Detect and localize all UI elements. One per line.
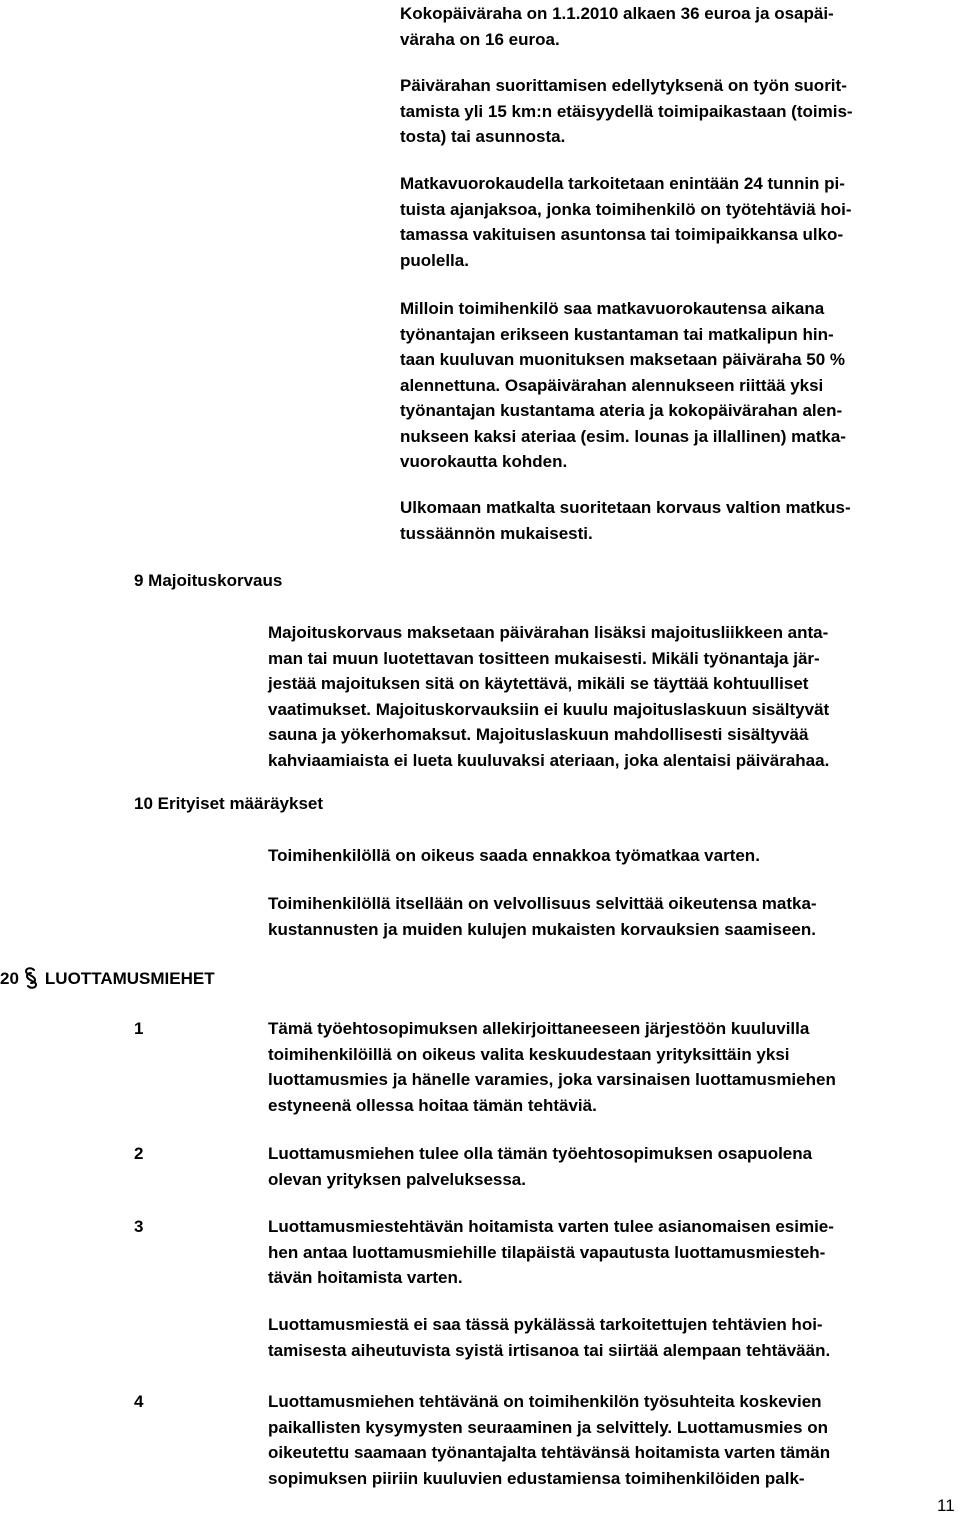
paragraph-foreign-travel: Ulkomaan matkalta suoritetaan korvaus valtion matkus- tussäännön mukaisesti. <box>400 498 851 543</box>
chapter-number: 20 <box>0 969 19 988</box>
chapter-heading-shop-stewards <box>0 966 215 991</box>
paragraph-accommodation: Majoituskorvaus maksetaan päivärahan lisäksi majoitusliikkeen anta- man tai muun luotettavan tositteen mukaisesti. Mikäli työnantaja jär- jestää majoituksen sitä on käytettävä, mikäli se täyttää kohtuulliset vaatimukset. Majoituskorvauksiin ei kuulu majoituslaskuun sisältyvät sauna ja yökerhomaksut. Majoituslaskuun mahdollisesti sisältyvää kahviaamiaista ei lueta kuuluvaksi ateriaan, joka alentaisi päivärahaa. <box>268 623 830 770</box>
paragraph-travel-day-definition: Matkavuorokaudella tarkoitetaan enintään 24 tunnin pi- tuista ajanjaksoa, jonka toimihenkilö on työtehtäviä hoi- tamassa vakituisen asuntonsa tai toimipaikkansa ulko- puolella. <box>400 174 852 270</box>
paragraph-item-4: Luottamusmiehen tehtävänä on toimihenkilön työsuhteita koskevien paikallisten kysymysten seuraaminen ja selvittely. Luottamusmies on oikeutettu saamaan työnantajalta tehtävänsä hoitamista varten tämän sopimuksen piiriin kuuluvien edustamiensa toimihenkilöiden palk- <box>268 1392 831 1488</box>
paragraph-advance: Toimihenkilöllä on oikeus saada ennakkoa työmatkaa varten. <box>268 846 760 865</box>
item-number: 4 <box>134 1392 144 1411</box>
item-number: 3 <box>134 1217 144 1236</box>
section-sign-icon <box>23 966 39 990</box>
section-heading-accommodation: 9 Majoituskorvaus <box>134 571 283 590</box>
chapter-title: LUOTTAMUSMIEHET <box>44 969 215 988</box>
paragraph-meal-reduction: Milloin toimihenkilö saa matkavuorokautensa aikana työnantajan erikseen kustantaman tai matkalipun hin- taan kuuluvan muonituksen maksetaan päiväraha 50 % alennettuna. Osapäivärahan alennukseen riittää yksi työnantajan kustantama ateria ja kokopäivärahan alen- nukseen kaksi ateriaa (esim. lounas ja illallinen) matka- vuorokautta kohden. <box>400 299 846 471</box>
paragraph-item-3: Luottamusmiestehtävän hoitamista varten tulee asianomaisen esimie- hen antaa luottamusmiehille tilapäistä vapautusta luottamusmiesteh- tävän hoitamista varten. <box>268 1217 834 1287</box>
paragraph-daily-allowance-amounts: Kokopäiväraha on 1.1.2010 alkaen 36 euroa ja osapäi- väraha on 16 euroa. <box>400 4 834 49</box>
section-heading-special-provisions: 10 Erityiset määräykset <box>134 794 324 813</box>
item-number: 2 <box>134 1144 144 1163</box>
paragraph-allowance-condition: Päivärahan suorittamisen edellytyksenä on työn suorit- tamista yli 15 km:n etäisyydellä toimipaikastaan (toimis- tosta) tai asunnosta. <box>400 76 853 146</box>
item-number: 1 <box>134 1019 144 1038</box>
paragraph-item-1: Tämä työehtosopimuksen allekirjoittaneeseen järjestöön kuuluvilla toimihenkilöillä on oikeus valita keskuudestaan yrityksittäin yksi luottamusmies ja hänelle varamies, joka varsinaisen luottamusmiehen estyneenä ollessa hoitaa tämän tehtäviä. <box>268 1019 836 1115</box>
paragraph-item-2: Luottamusmiehen tulee olla tämän työehtosopimuksen osapuolena olevan yrityksen palveluksessa. <box>268 1144 813 1189</box>
paragraph-obligation: Toimihenkilöllä itsellään on velvollisuus selvittää oikeutensa matka- kustannusten ja muiden kulujen mukaisten korvauksien saamiseen. <box>268 894 817 939</box>
page-number: 11 <box>937 1496 955 1515</box>
paragraph-item-3-continued: Luottamusmiestä ei saa tässä pykälässä tarkoitettujen tehtävien hoi- tamisesta aiheutuvista syistä irtisanoa tai siirtää alempaan tehtävään. <box>268 1315 831 1360</box>
